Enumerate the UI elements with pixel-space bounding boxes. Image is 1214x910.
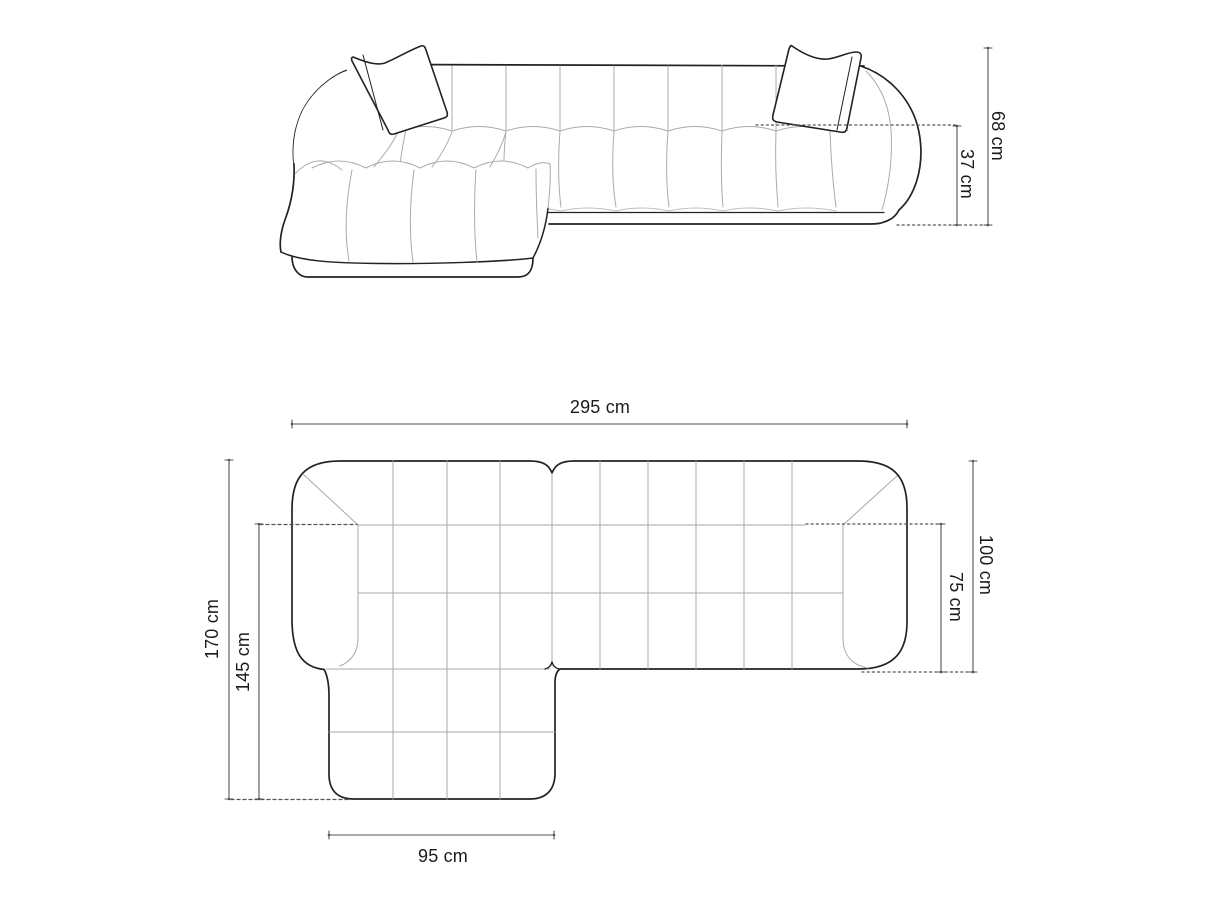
dim-label-body-depth: 100 cm <box>976 534 996 596</box>
front-view-drawing <box>280 46 992 277</box>
top-view-drawing <box>225 420 977 839</box>
back-pillow-right <box>773 46 862 133</box>
dim-label-total-depth: 170 cm <box>202 598 222 660</box>
top-dimension-lines <box>225 420 977 839</box>
back-pillow-left <box>352 46 448 135</box>
dim-label-seat-height: 37 cm <box>957 148 977 200</box>
dim-label-seat-depth: 75 cm <box>946 571 966 623</box>
dim-label-total-width: 295 cm <box>569 397 631 417</box>
dim-label-chaise-depth: 145 cm <box>233 631 253 693</box>
dim-label-chaise-width: 95 cm <box>417 846 469 866</box>
dim-label-total-height: 68 cm <box>988 110 1008 162</box>
